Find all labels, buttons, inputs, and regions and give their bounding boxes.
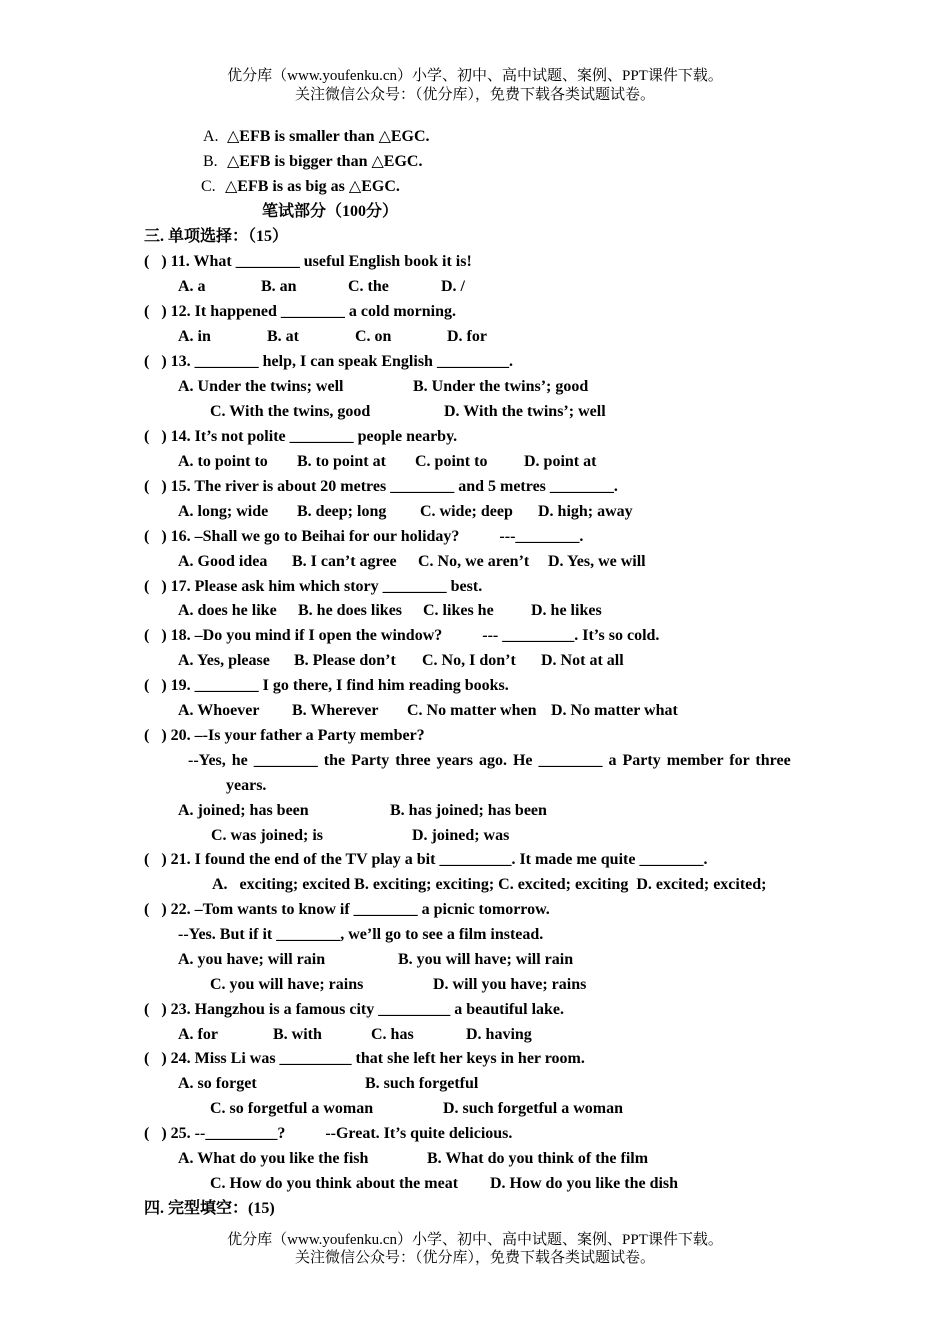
q17-option-c: C. likes he — [423, 602, 494, 619]
option-letter: A. — [203, 128, 219, 145]
option-text: △EFB is bigger than △EGC. — [227, 153, 423, 170]
q15-option-d: D. high; away — [538, 503, 633, 520]
q23-option-d: D. having — [466, 1026, 532, 1043]
q22-reply: --Yes. But if it ________, we’ll go to see a film instead. — [178, 926, 544, 943]
q25-option-a: A. What do you like the fish — [178, 1150, 369, 1167]
q16-option-b: B. I can’t agree — [292, 553, 397, 570]
option-text: △EFB is smaller than △EGC. — [227, 128, 430, 145]
q24-option-a: A. so forget — [178, 1075, 257, 1092]
q15-option-b: B. deep; long — [297, 503, 387, 520]
q12-option-a: A. in — [178, 328, 211, 345]
page-header-line1: 优分库（www.youfenku.cn）小学、初中、高中试题、案例、PPT课件下载。 — [227, 68, 723, 84]
q16-option-d: D. Yes, we will — [548, 553, 646, 570]
q24-option-b: B. such forgetful — [365, 1075, 479, 1092]
q24-option-c: C. so forgetful a woman — [210, 1100, 374, 1117]
q25-option-c: C. How do you think about the meat — [210, 1175, 459, 1192]
q18-option-b: B. Please don’t — [294, 652, 396, 669]
q11-option-a: A. a — [178, 278, 206, 295]
question-stem-18: ( ) 18. –Do you mind if I open the window? --- _________. It’s so cold. — [144, 627, 660, 644]
q12-option-d: D. for — [447, 328, 487, 345]
q20-option-b: B. has joined; has been — [390, 802, 547, 819]
option-letter: C. — [201, 178, 216, 195]
written-part-title: 笔试部分（100分） — [262, 203, 399, 220]
q12-option-c: C. on — [355, 328, 392, 345]
prev-option-a — [203, 127, 430, 147]
question-stem-16: ( ) 16. –Shall we go to Beihai for our holiday? ---________. — [144, 528, 584, 545]
q23-option-b: B. with — [273, 1026, 322, 1043]
question-stem-25: ( ) 25. --_________? --Great. It’s quite delicious. — [144, 1125, 513, 1142]
page-footer-line1: 优分库（www.youfenku.cn）小学、初中、高中试题、案例、PPT课件下载。 — [227, 1232, 723, 1248]
q16-option-c: C. No, we aren’t — [418, 553, 530, 570]
q19-option-d: D. No matter what — [551, 702, 678, 719]
question-stem-22: ( ) 22. –Tom wants to know if ________ a picnic tomorrow. — [144, 901, 550, 918]
question-stem-23: ( ) 23. Hangzhou is a famous city _________ a beautiful lake. — [144, 1001, 565, 1018]
q14-option-b: B. to point at — [297, 453, 386, 470]
question-stem-11: ( ) 11. What ________ useful English book it is! — [144, 253, 472, 270]
prev-option-c — [201, 177, 400, 197]
q17-option-b: B. he does likes — [298, 602, 403, 619]
option-letter: B. — [203, 153, 218, 170]
q15-option-a: A. long; wide — [178, 503, 269, 520]
q12-option-b: B. at — [267, 328, 299, 345]
q13-option-b: B. Under the twins’; good — [413, 378, 589, 395]
q13-option-c: C. With the twins, good — [210, 403, 371, 420]
q20-option-c: C. was joined; is — [211, 827, 324, 844]
q20-option-d: D. joined; was — [412, 827, 510, 844]
q19-option-a: A. Whoever — [178, 702, 260, 719]
q17-option-a: A. does he like — [178, 602, 277, 619]
q14-option-d: D. point at — [524, 453, 597, 470]
question-stem-14: ( ) 14. It’s not polite ________ people nearby. — [144, 428, 458, 445]
q18-option-d: D. Not at all — [541, 652, 624, 669]
q16-option-a: A. Good idea — [178, 553, 268, 570]
prev-option-b — [203, 152, 422, 172]
question-stem-19: ( ) 19. ________ I go there, I find him reading books. — [144, 677, 509, 694]
option-text: △EFB is as big as △EGC. — [225, 178, 400, 195]
q20-reply-line2: years. — [226, 777, 267, 794]
q23-option-c: C. has — [371, 1026, 414, 1043]
q14-option-c: C. point to — [415, 453, 488, 470]
q19-option-c: C. No matter when — [407, 702, 537, 719]
question-stem-12: ( ) 12. It happened ________ a cold morning. — [144, 303, 457, 320]
q21-options-line: A. exciting; excited B. exciting; exciting; C. excited; exciting D. excited; excited; — [212, 876, 767, 893]
section3-title: 三. 单项选择：（15） — [144, 228, 289, 245]
question-stem-20: ( ) 20. –-Is your father a Party member? — [144, 727, 425, 744]
q13-option-a: A. Under the twins; well — [178, 378, 344, 395]
q22-option-d: D. will you have; rains — [433, 976, 587, 993]
q14-option-a: A. to point to — [178, 453, 268, 470]
q20-option-a: A. joined; has been — [178, 802, 309, 819]
q22-option-b: B. you will have; will rain — [398, 951, 574, 968]
q11-option-c: C. the — [348, 278, 389, 295]
question-stem-13: ( ) 13. ________ help, I can speak English _________. — [144, 353, 513, 370]
q18-option-a: A. Yes, please — [178, 652, 270, 669]
section4-title: 四. 完型填空：(15) — [144, 1200, 275, 1217]
q13-option-d: D. With the twins’; well — [444, 403, 606, 420]
q25-option-b: B. What do you think of the film — [427, 1150, 649, 1167]
question-stem-24: ( ) 24. Miss Li was _________ that she left her keys in her room. — [144, 1050, 585, 1067]
page-footer-line2: 关注微信公众号：（优分库），免费下载各类试题试卷。 — [294, 1250, 655, 1266]
q24-option-d: D. such forgetful a woman — [443, 1100, 623, 1117]
q15-option-c: C. wide; deep — [420, 503, 513, 520]
q19-option-b: B. Wherever — [292, 702, 379, 719]
question-stem-21: ( ) 21. I found the end of the TV play a bit _________. It made me quite ________. — [144, 851, 708, 868]
q11-option-d: D. / — [441, 278, 465, 295]
q22-option-c: C. you will have; rains — [210, 976, 364, 993]
q11-option-b: B. an — [261, 278, 297, 295]
q17-option-d: D. he likes — [531, 602, 602, 619]
q25-option-d: D. How do you like the dish — [490, 1175, 679, 1192]
q23-option-a: A. for — [178, 1026, 218, 1043]
page-header-line2: 关注微信公众号：（优分库），免费下载各类试题试卷。 — [294, 87, 655, 103]
q20-reply-line1: --Yes, he ________ the Party three years ago. He ________ a Party member for three — [188, 752, 791, 769]
q18-option-c: C. No, I don’t — [422, 652, 516, 669]
question-stem-17: ( ) 17. Please ask him which story ________ best. — [144, 578, 483, 595]
q22-option-a: A. you have; will rain — [178, 951, 326, 968]
question-stem-15: ( ) 15. The river is about 20 metres ________ and 5 metres ________. — [144, 478, 618, 495]
